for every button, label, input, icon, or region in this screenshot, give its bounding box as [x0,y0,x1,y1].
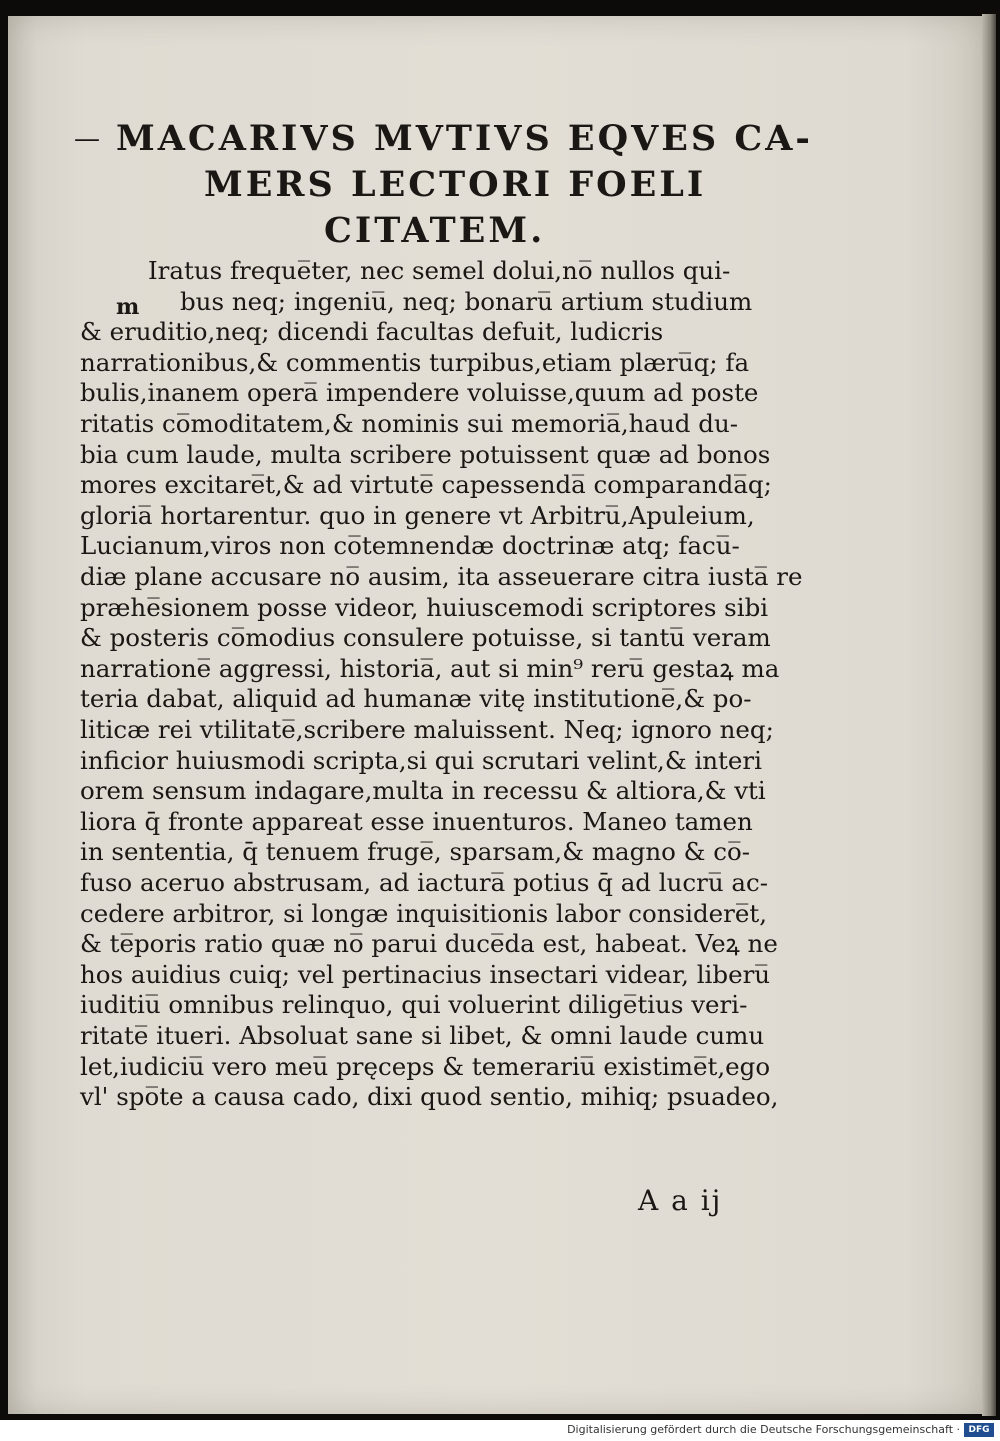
marginal-initial: m [116,294,140,320]
funding-note: Digitalisierung gefördert durch die Deutsche Forschungsgemeinschaft · [567,1423,960,1436]
body-line: liticæ rei vtilitate̅,scribere maluissent. Neq; ignoro neq; [80,715,774,744]
body-line: liora q̄ fronte appareat esse inuenturos. Maneo tamen [80,806,753,836]
body-line: mores excitare̅t,& ad virtute̅ capessenda̅ comparanda̅q; [80,470,772,500]
body-line: ritate̅ itueri. Absoluat sane si libet, & omni laude cumu [80,1021,765,1050]
body-line: teria dabat, aliquid ad humanæ vitę institutione̅,& po- [80,684,752,714]
margin-dash: — [74,124,100,154]
body-line: præhe̅sionem posse videor, huiuscemodi scriptores sibi [80,592,769,622]
body-line: hos auidius cuiq; vel pertinacius insectari videar, liberu̅ [80,959,771,989]
book-edge [982,14,996,1416]
body-line: ritatis co̅moditatem,& nominis sui memoria̅,haud du- [80,409,739,438]
body-line: & te̅poris ratio quæ no̅ parui duce̅da est, habeat. Veꝝ ne [80,929,778,959]
body-line: iuditiu̅ omnibus relinquo, qui voluerint dilige̅tius veri- [80,990,748,1020]
dfg-logo: DFG [964,1423,994,1437]
signature-mark: A a ij [638,1184,723,1217]
body-line: bia cum laude, multa scribere potuissent quæ ad bonos [80,439,771,469]
body-line: diæ plane accusare no̅ ausim, ita asseuerare citra iusta̅ re [80,562,803,591]
title-line-1: MACARIVS MVTIVS EQVES CA- [116,118,813,159]
body-line: bus neq; ingeniu̅, neq; bonaru̅ artium studium [180,286,753,316]
body-line: in sententia, q̄ tenuem fruge̅, sparsam,& magno & co̅- [80,837,751,867]
body-line: & posteris co̅modius consulere potuisse, si tantu̅ veram [80,623,771,653]
footer-bar [0,1420,1000,1441]
body-line: orem sensum indagare,multa in recessu & altiora,& vti [80,776,766,806]
title-line-2: MERS LECTORI FOELI [204,164,707,205]
body-line: vl' spo̅te a causa cado, dixi quod sentio, mihiq; psuadeo, [80,1082,779,1112]
body-line: cedere arbitror, si longæ inquisitionis labor considere̅t, [80,898,767,928]
page-text [8,16,984,1414]
title-line-3: CITATEM. [324,210,546,251]
body-line: Lucianum,viros non co̅temnendæ doctrinæ atq; facu̅- [80,531,740,561]
body-line: inficior huiusmodi scripta,si qui scrutari velint,& interi [80,745,762,775]
body-line: narratione̅ aggressi, historia̅, aut si min⁹ reru̅ gestaꝝ ma [80,653,780,683]
body-line: let,iudiciu̅ vero meu̅ pręceps & temerariu̅ existime̅t,ego [80,1051,771,1081]
body-line: gloria̅ hortarentur. quo in genere vt Arbitru̅,Apuleium, [80,500,755,530]
body-line: narrationibus,& commentis turpibus,etiam plæru̅q; fa [80,347,750,377]
body-line: Iratus freque̅ter, nec semel dolui,no̅ nullos qui- [148,256,731,285]
body-line: bulis,inanem opera̅ impendere voluisse,quum ad poste [80,378,759,408]
paper-leaf [8,16,984,1414]
body-line: fuso aceruo abstrusam, ad iactura̅ potius q̄ ad lucru̅ ac- [80,868,768,897]
body-line: & eruditio,neq; dicendi facultas defuit, ludicris [80,317,664,347]
